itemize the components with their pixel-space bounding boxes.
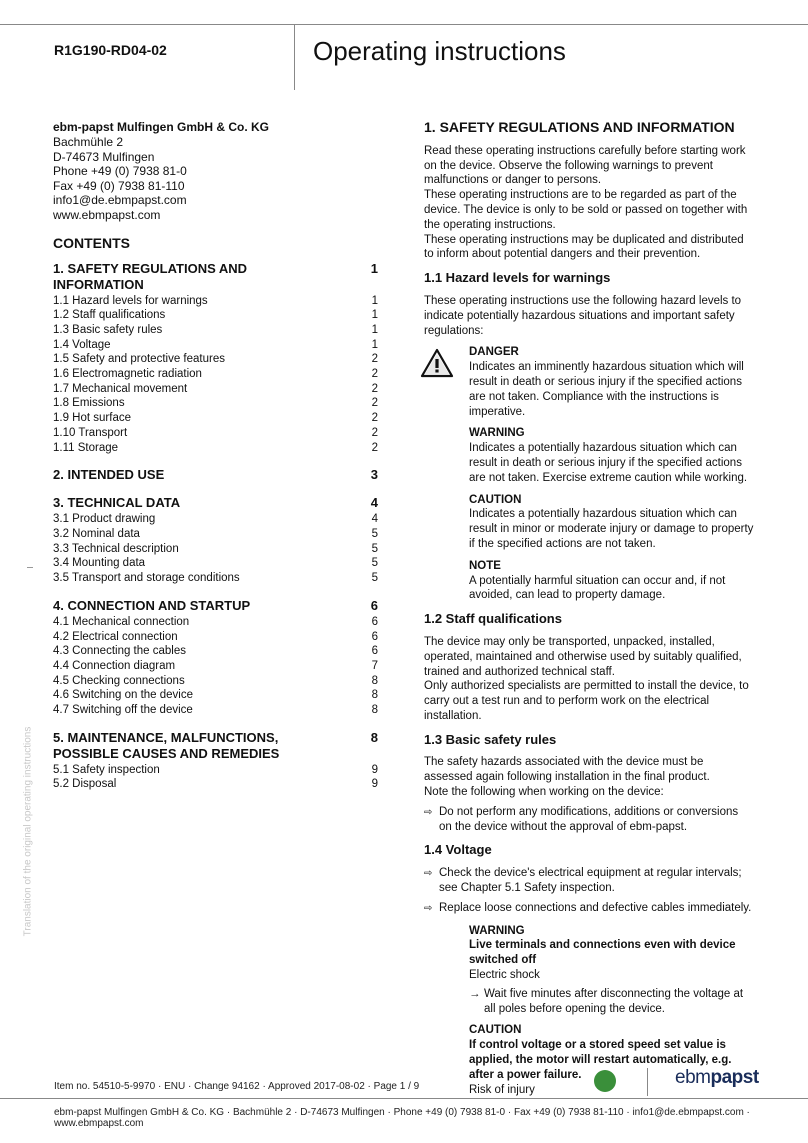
toc-page-number: 8 bbox=[371, 689, 378, 702]
toc-item[interactable] bbox=[53, 382, 378, 397]
toc-item-title: 3.5 Transport and storage conditions bbox=[53, 572, 240, 585]
toc-item-title: 4.1 Mechanical connection bbox=[53, 615, 190, 628]
toc-heading[interactable] bbox=[53, 730, 378, 762]
hazard-danger bbox=[424, 345, 754, 419]
bullet-text: Check the device's electrical equipment at regular intervals; see Chapter 5.1 Safety inspection. bbox=[439, 867, 742, 895]
toc-page-number: 4 bbox=[370, 495, 378, 511]
toc-item-title: 3.3 Technical description bbox=[53, 542, 179, 555]
toc-page-number: 8 bbox=[371, 674, 378, 687]
toc-item[interactable] bbox=[53, 294, 378, 309]
hazard-text: Indicates a potentially hazardous situation which can result in minor or moderate injury or damage to property if the specified actions are not taken. bbox=[469, 508, 754, 550]
toc-page-number: 2 bbox=[371, 397, 378, 410]
caution-title: CAUTION bbox=[469, 1024, 522, 1037]
arrow-bullet-icon: ⇨ bbox=[424, 806, 433, 818]
toc-item[interactable] bbox=[53, 703, 378, 718]
toc-item-title: 1.8 Emissions bbox=[53, 397, 125, 410]
email-link[interactable]: info1@de.ebmpapst.com bbox=[53, 193, 187, 208]
toc-item[interactable] bbox=[53, 512, 378, 527]
toc-item-title: 3.2 Nominal data bbox=[53, 528, 140, 540]
section-1-3-heading: 1.3 Basic safety rules bbox=[424, 731, 557, 747]
toc-page-number: 1 bbox=[371, 323, 378, 336]
right-column bbox=[424, 120, 754, 1097]
logo-part: papst bbox=[710, 1067, 759, 1088]
website-link[interactable]: www.ebmpapst.com bbox=[53, 207, 161, 222]
hazard-text: Indicates a potentially hazardous situation which can result in death or serious injury if the specified actions are not taken. Exercise extreme caution while working. bbox=[469, 442, 748, 484]
toc-item[interactable] bbox=[53, 571, 378, 586]
toc-heading-title: 4. CONNECTION AND STARTUP bbox=[53, 597, 251, 613]
toc-item[interactable] bbox=[53, 527, 378, 542]
intro-paragraph: These operating instructions may be duplicated and distributed to inform about potential dangers and their prevention. bbox=[424, 233, 744, 261]
side-note: Translation of the original operating instructions bbox=[22, 726, 34, 937]
hazard-title: DANGER bbox=[469, 346, 519, 359]
paragraph: The device may only be transported, unpacked, installed, operated, maintained and otherwise used by suitably qualified, trained and authorized technical staff. bbox=[424, 635, 742, 678]
hazard-title: CAUTION bbox=[469, 493, 522, 506]
toc-item-title: 1.3 Basic safety rules bbox=[53, 323, 163, 336]
toc-section bbox=[53, 730, 378, 792]
toc-item-title: 1.7 Mechanical movement bbox=[53, 382, 188, 395]
doc-id: R1G190-RD04-02 bbox=[54, 42, 167, 58]
footer-item-info: Item no. 54510-5-9970 · ENU · Change 94162 · Approved 2017-08-02 · Page 1 / 9 bbox=[54, 1081, 420, 1092]
logo-divider bbox=[647, 1068, 648, 1096]
toc-item-title: 1.9 Hot surface bbox=[53, 412, 131, 425]
toc-page-number: 5 bbox=[371, 557, 378, 570]
address-line: Bachmühle 2 bbox=[53, 135, 124, 149]
toc-item[interactable] bbox=[53, 777, 378, 792]
paragraph: The safety hazards associated with the device must be assessed again following installation in the final product. bbox=[424, 756, 710, 784]
toc-item[interactable] bbox=[53, 556, 378, 571]
address-line: D-74673 Mulfingen bbox=[53, 149, 155, 164]
toc-page-number: 1 bbox=[371, 294, 378, 307]
toc-page-number: 2 bbox=[371, 426, 378, 439]
toc-page-number: 2 bbox=[371, 412, 378, 425]
toc-item-title: 4.4 Connection diagram bbox=[53, 659, 176, 672]
toc-item[interactable] bbox=[53, 630, 378, 645]
toc-heading-title: 5. MAINTENANCE, MALFUNCTIONS, POSSIBLE CAUSES AND REMEDIES bbox=[53, 729, 280, 761]
paragraph: Only authorized specialists are permitted to install the device, to carry out a test run and to perform work on the electrical installation. bbox=[424, 680, 749, 722]
warning-triangle-icon bbox=[420, 348, 454, 383]
arrow-bullet-icon: ⇨ bbox=[424, 902, 433, 914]
toc-page-number: 6 bbox=[371, 630, 378, 643]
toc-page-number: 7 bbox=[371, 659, 378, 672]
toc-page-number: 6 bbox=[371, 615, 378, 628]
toc-item[interactable] bbox=[53, 308, 378, 323]
toc-item[interactable] bbox=[53, 352, 378, 367]
toc-item[interactable] bbox=[53, 615, 378, 630]
toc-item[interactable] bbox=[53, 323, 378, 338]
toc-page-number: 8 bbox=[370, 729, 378, 745]
toc-page-number: 5 bbox=[371, 528, 378, 540]
toc-item-title: 4.6 Switching on the device bbox=[53, 689, 194, 702]
toc-item[interactable] bbox=[53, 367, 378, 382]
header-rule bbox=[0, 24, 808, 25]
toc-item-title: 3.1 Product drawing bbox=[53, 513, 156, 526]
bullet-item bbox=[424, 805, 754, 835]
toc-section bbox=[53, 467, 378, 483]
toc-page-number: 2 bbox=[371, 353, 378, 366]
intro-paragraph: Read these operating instructions carefully before starting work on the device. Observe the following warnings to prevent malfunctions or danger to persons. bbox=[424, 144, 746, 187]
caution-text: Risk of injury bbox=[469, 1083, 535, 1096]
toc-item[interactable] bbox=[53, 688, 378, 703]
toc-section bbox=[53, 261, 378, 456]
toc-item-title: 1.11 Storage bbox=[53, 441, 119, 454]
toc-item[interactable] bbox=[53, 674, 378, 689]
toc-item[interactable] bbox=[53, 338, 378, 353]
hazard-intro: These operating instructions use the following hazard levels to indicate potentially hazardous situations and important safety regulations: bbox=[424, 294, 742, 337]
action-text: Wait five minutes after disconnecting the voltage at all poles before opening the device. bbox=[484, 987, 744, 1015]
toc-heading-title: 2. INTENDED USE bbox=[53, 467, 165, 483]
table-of-contents bbox=[53, 261, 378, 793]
page-title: Operating instructions bbox=[313, 36, 566, 66]
toc-page-number: 6 bbox=[370, 597, 378, 613]
warning-bold: Live terminals and connections even with device switched off bbox=[469, 939, 736, 967]
toc-item-title: 4.5 Checking connections bbox=[53, 674, 185, 687]
toc-page-number: 1 bbox=[370, 260, 378, 276]
toc-page-number: 2 bbox=[371, 368, 378, 381]
toc-item[interactable] bbox=[53, 644, 378, 659]
company-address bbox=[53, 135, 378, 223]
toc-page-number: 9 bbox=[371, 778, 378, 791]
right-arrow-icon: → bbox=[469, 987, 481, 1000]
toc-page-number: 3 bbox=[370, 467, 378, 483]
toc-item-title: 1.10 Transport bbox=[53, 426, 128, 439]
eco-badge-icon bbox=[594, 1070, 616, 1092]
toc-item-title: 3.4 Mounting data bbox=[53, 557, 146, 570]
section-1-heading: 1. SAFETY REGULATIONS AND INFORMATION bbox=[424, 119, 735, 135]
address-line: Phone +49 (0) 7938 81-0 bbox=[53, 164, 187, 179]
hazard-title: NOTE bbox=[469, 559, 501, 572]
toc-section bbox=[53, 598, 378, 718]
toc-item[interactable] bbox=[53, 659, 378, 674]
hazard-text: Indicates an imminently hazardous situation which will result in death or serious injury if the specified actions are not taken. Compliance with the instructions is imperative. bbox=[469, 361, 744, 418]
toc-item[interactable] bbox=[53, 411, 378, 426]
bullet-item bbox=[424, 901, 754, 917]
toc-item-title: 5.1 Safety inspection bbox=[53, 763, 160, 776]
toc-item[interactable] bbox=[53, 441, 378, 456]
toc-item-title: 1.2 Staff qualifications bbox=[53, 309, 166, 322]
contents-heading: CONTENTS bbox=[53, 234, 130, 251]
toc-heading-title: 3. TECHNICAL DATA bbox=[53, 495, 181, 511]
warning-text: Electric shock bbox=[469, 969, 540, 982]
toc-page-number: 8 bbox=[371, 704, 378, 717]
toc-heading-title: 1. SAFETY REGULATIONS AND INFORMATION bbox=[53, 260, 248, 292]
intro-paragraph: These operating instructions are to be regarded as part of the device. The device is only to be sold or passed on together with the operating instructions. bbox=[424, 189, 748, 231]
section-1-1-heading: 1.1 Hazard levels for warnings bbox=[424, 270, 611, 286]
toc-item[interactable] bbox=[53, 542, 378, 557]
toc-page-number: 4 bbox=[371, 513, 378, 526]
toc-item[interactable] bbox=[53, 396, 378, 411]
toc-page-number: 1 bbox=[371, 309, 378, 322]
toc-heading[interactable] bbox=[53, 598, 378, 614]
voltage-warning bbox=[424, 924, 754, 1017]
header-divider bbox=[294, 24, 295, 90]
toc-item[interactable] bbox=[53, 426, 378, 441]
toc-item-title: 4.7 Switching off the device bbox=[53, 704, 193, 717]
hazard-title: WARNING bbox=[469, 427, 525, 440]
bullet-item bbox=[424, 866, 754, 896]
caution-bold: If control voltage or a stored speed set value is applied, the motor will restart automatically, e.g. after a power failure. bbox=[469, 1039, 732, 1081]
warning-title: WARNING bbox=[469, 924, 525, 937]
hazard-warning bbox=[424, 426, 754, 485]
toc-item-title: 4.2 Electrical connection bbox=[53, 630, 178, 643]
toc-item-title: 1.5 Safety and protective features bbox=[53, 353, 225, 366]
hazard-caution bbox=[424, 493, 754, 552]
logo-part: ebm bbox=[675, 1067, 711, 1088]
section-1-2-heading: 1.2 Staff qualifications bbox=[424, 611, 562, 627]
paragraph: Note the following when working on the device: bbox=[424, 786, 664, 799]
toc-page-number: 2 bbox=[371, 441, 378, 454]
company-name: ebm-papst Mulfingen GmbH & Co. KG bbox=[53, 120, 269, 134]
bullet-text: Do not perform any modifications, additions or conversions on the device without the approval of ebm-papst. bbox=[439, 805, 739, 833]
toc-page-number: 5 bbox=[371, 572, 378, 585]
toc-item[interactable] bbox=[53, 763, 378, 778]
toc-page-number: 9 bbox=[371, 763, 378, 776]
toc-section bbox=[53, 495, 378, 586]
toc-item-title: 5.2 Disposal bbox=[53, 778, 117, 791]
left-column bbox=[53, 120, 378, 792]
action-item bbox=[469, 987, 754, 1017]
fold-mark bbox=[27, 567, 33, 568]
hazard-note bbox=[424, 559, 754, 603]
bullet-text: Replace loose connections and defective cables immediately. bbox=[439, 901, 752, 914]
toc-page-number: 2 bbox=[371, 382, 378, 395]
section-1-4-heading: 1.4 Voltage bbox=[424, 842, 492, 858]
toc-page-number: 6 bbox=[371, 645, 378, 658]
toc-heading[interactable] bbox=[53, 261, 378, 293]
toc-heading[interactable] bbox=[53, 495, 378, 511]
address-line: Fax +49 (0) 7938 81-110 bbox=[53, 178, 185, 193]
hazard-text: A potentially harmful situation can occur and, if not avoided, can lead to property damage. bbox=[469, 574, 726, 602]
toc-item-title: 4.3 Connecting the cables bbox=[53, 645, 186, 658]
toc-page-number: 5 bbox=[371, 542, 378, 555]
toc-heading[interactable] bbox=[53, 467, 378, 483]
arrow-bullet-icon: ⇨ bbox=[424, 868, 433, 880]
toc-item-title: 1.1 Hazard levels for warnings bbox=[53, 294, 208, 307]
footer-rule bbox=[0, 1098, 808, 1099]
footer-contact: ebm-papst Mulfingen GmbH & Co. KG · Bachmühle 2 · D-74673 Mulfingen · Phone +49 (0) 7938 81-0 · Fax +49 (0) 7938 81-110 · info1@de.ebmpapst.com · www.ebmpapst.com bbox=[54, 1107, 750, 1129]
toc-item-title: 1.6 Electromagnetic radiation bbox=[53, 368, 202, 381]
ebmpapst-logo bbox=[675, 1067, 759, 1089]
toc-item-title: 1.4 Voltage bbox=[53, 338, 111, 351]
toc-page-number: 1 bbox=[371, 338, 378, 351]
